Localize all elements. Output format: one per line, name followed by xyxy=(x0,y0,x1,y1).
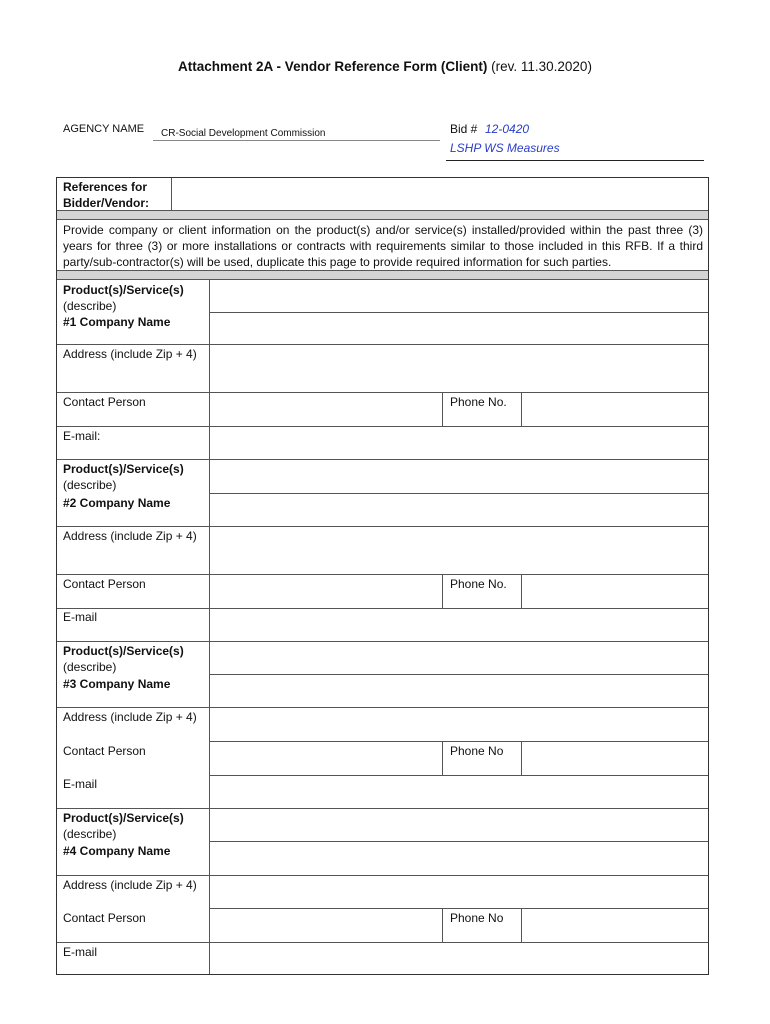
reference-1-phone-field[interactable] xyxy=(522,393,708,426)
reference-1-contact-field[interactable] xyxy=(210,393,442,426)
reference-4-phone-label: Phone No xyxy=(450,911,504,925)
reference-3-products-label: Product(s)/Service(s) (describe) xyxy=(63,644,184,674)
vendor-reference-form xyxy=(56,177,709,975)
divider xyxy=(442,574,443,608)
bid-underline xyxy=(446,160,704,161)
reference-1-phone-label: Phone No. xyxy=(450,395,507,409)
reference-4-contact-label: Contact Person xyxy=(63,911,146,925)
agency-name-field[interactable]: CR-Social Development Commission xyxy=(161,128,326,139)
reference-4-phone-field[interactable] xyxy=(522,909,708,942)
reference-2-email-field[interactable] xyxy=(210,609,708,641)
reference-1-email-field[interactable] xyxy=(210,427,708,459)
agency-name-label: AGENCY NAME xyxy=(63,123,145,135)
reference-2-company-label: #2 Company Name xyxy=(63,496,171,510)
reference-2-email-label: E-mail xyxy=(63,610,98,624)
reference-1-products-label: Product(s)/Service(s) (describe) xyxy=(63,283,184,313)
reference-1-address-field[interactable] xyxy=(210,345,708,392)
divider xyxy=(442,908,443,942)
reference-3-address-field[interactable] xyxy=(210,708,708,741)
reference-1-products-field[interactable] xyxy=(210,280,708,312)
divider xyxy=(57,219,708,220)
reference-4-products-label: Product(s)/Service(s) (describe) xyxy=(63,811,184,841)
title-main: Attachment 2A - Vendor Reference Form (Client) xyxy=(178,59,488,74)
page-title xyxy=(0,59,770,74)
reference-1-company-field[interactable] xyxy=(210,313,708,344)
title-revision: (rev. 11.30.2020) xyxy=(491,59,592,74)
reference-4-email-field[interactable] xyxy=(210,943,708,974)
reference-3-email-label: E-mail xyxy=(63,777,98,791)
reference-2-company-field[interactable] xyxy=(210,494,708,526)
reference-1-email-label: E-mail: xyxy=(63,429,101,443)
reference-3-phone-label: Phone No xyxy=(450,744,504,758)
divider xyxy=(442,741,443,775)
bid-label: Bid # xyxy=(450,122,478,136)
bid-number-field[interactable]: 12-0420 xyxy=(485,122,530,136)
reference-2-contact-label: Contact Person xyxy=(63,577,146,591)
separator-band xyxy=(57,210,708,219)
divider xyxy=(442,392,443,426)
reference-4-email-label: E-mail xyxy=(63,945,98,959)
reference-4-address-field[interactable] xyxy=(210,876,708,908)
reference-4-company-label: #4 Company Name xyxy=(63,844,171,858)
reference-3-company-label: #3 Company Name xyxy=(63,677,171,691)
instructions-text: Provide company or client information on the product(s) and/or service(s) installed/provided within the past three (3) years for three (3) or more installations or contracts with requirements similar to those included in this RFB. If a third party/sub-contractor(s) will be used, duplicate this page to provide required information for such parties. xyxy=(63,223,703,269)
reference-3-address-label: Address (include Zip + 4) xyxy=(63,710,197,724)
references-label: References for Bidder/Vendor: xyxy=(63,180,150,210)
separator-band xyxy=(57,270,708,279)
divider xyxy=(57,210,708,211)
reference-3-contact-label: Contact Person xyxy=(63,744,146,758)
reference-2-products-field[interactable] xyxy=(210,460,708,493)
reference-4-company-field[interactable] xyxy=(210,842,708,875)
reference-1-company-label: #1 Company Name xyxy=(63,315,171,329)
reference-4-contact-field[interactable] xyxy=(210,909,442,942)
reference-2-address-field[interactable] xyxy=(210,527,708,574)
reference-3-products-field[interactable] xyxy=(210,642,708,674)
reference-4-address-label: Address (include Zip + 4) xyxy=(63,878,197,892)
divider xyxy=(57,270,708,271)
reference-3-contact-field[interactable] xyxy=(210,742,442,775)
reference-2-phone-field[interactable] xyxy=(522,575,708,608)
reference-4-products-field[interactable] xyxy=(210,809,708,841)
reference-3-company-field[interactable] xyxy=(210,675,708,707)
bidder-vendor-field[interactable] xyxy=(172,178,708,210)
reference-2-contact-field[interactable] xyxy=(210,575,442,608)
reference-1-contact-label: Contact Person xyxy=(63,395,146,409)
reference-2-products-label: Product(s)/Service(s) (describe) xyxy=(63,462,184,492)
reference-3-phone-field[interactable] xyxy=(522,742,708,775)
agency-underline xyxy=(153,140,440,141)
reference-3-email-field[interactable] xyxy=(210,776,708,808)
bid-project-field[interactable]: LSHP WS Measures xyxy=(450,141,560,155)
reference-2-phone-label: Phone No. xyxy=(450,577,507,591)
reference-1-address-label: Address (include Zip + 4) xyxy=(63,347,197,361)
reference-2-address-label: Address (include Zip + 4) xyxy=(63,529,197,543)
